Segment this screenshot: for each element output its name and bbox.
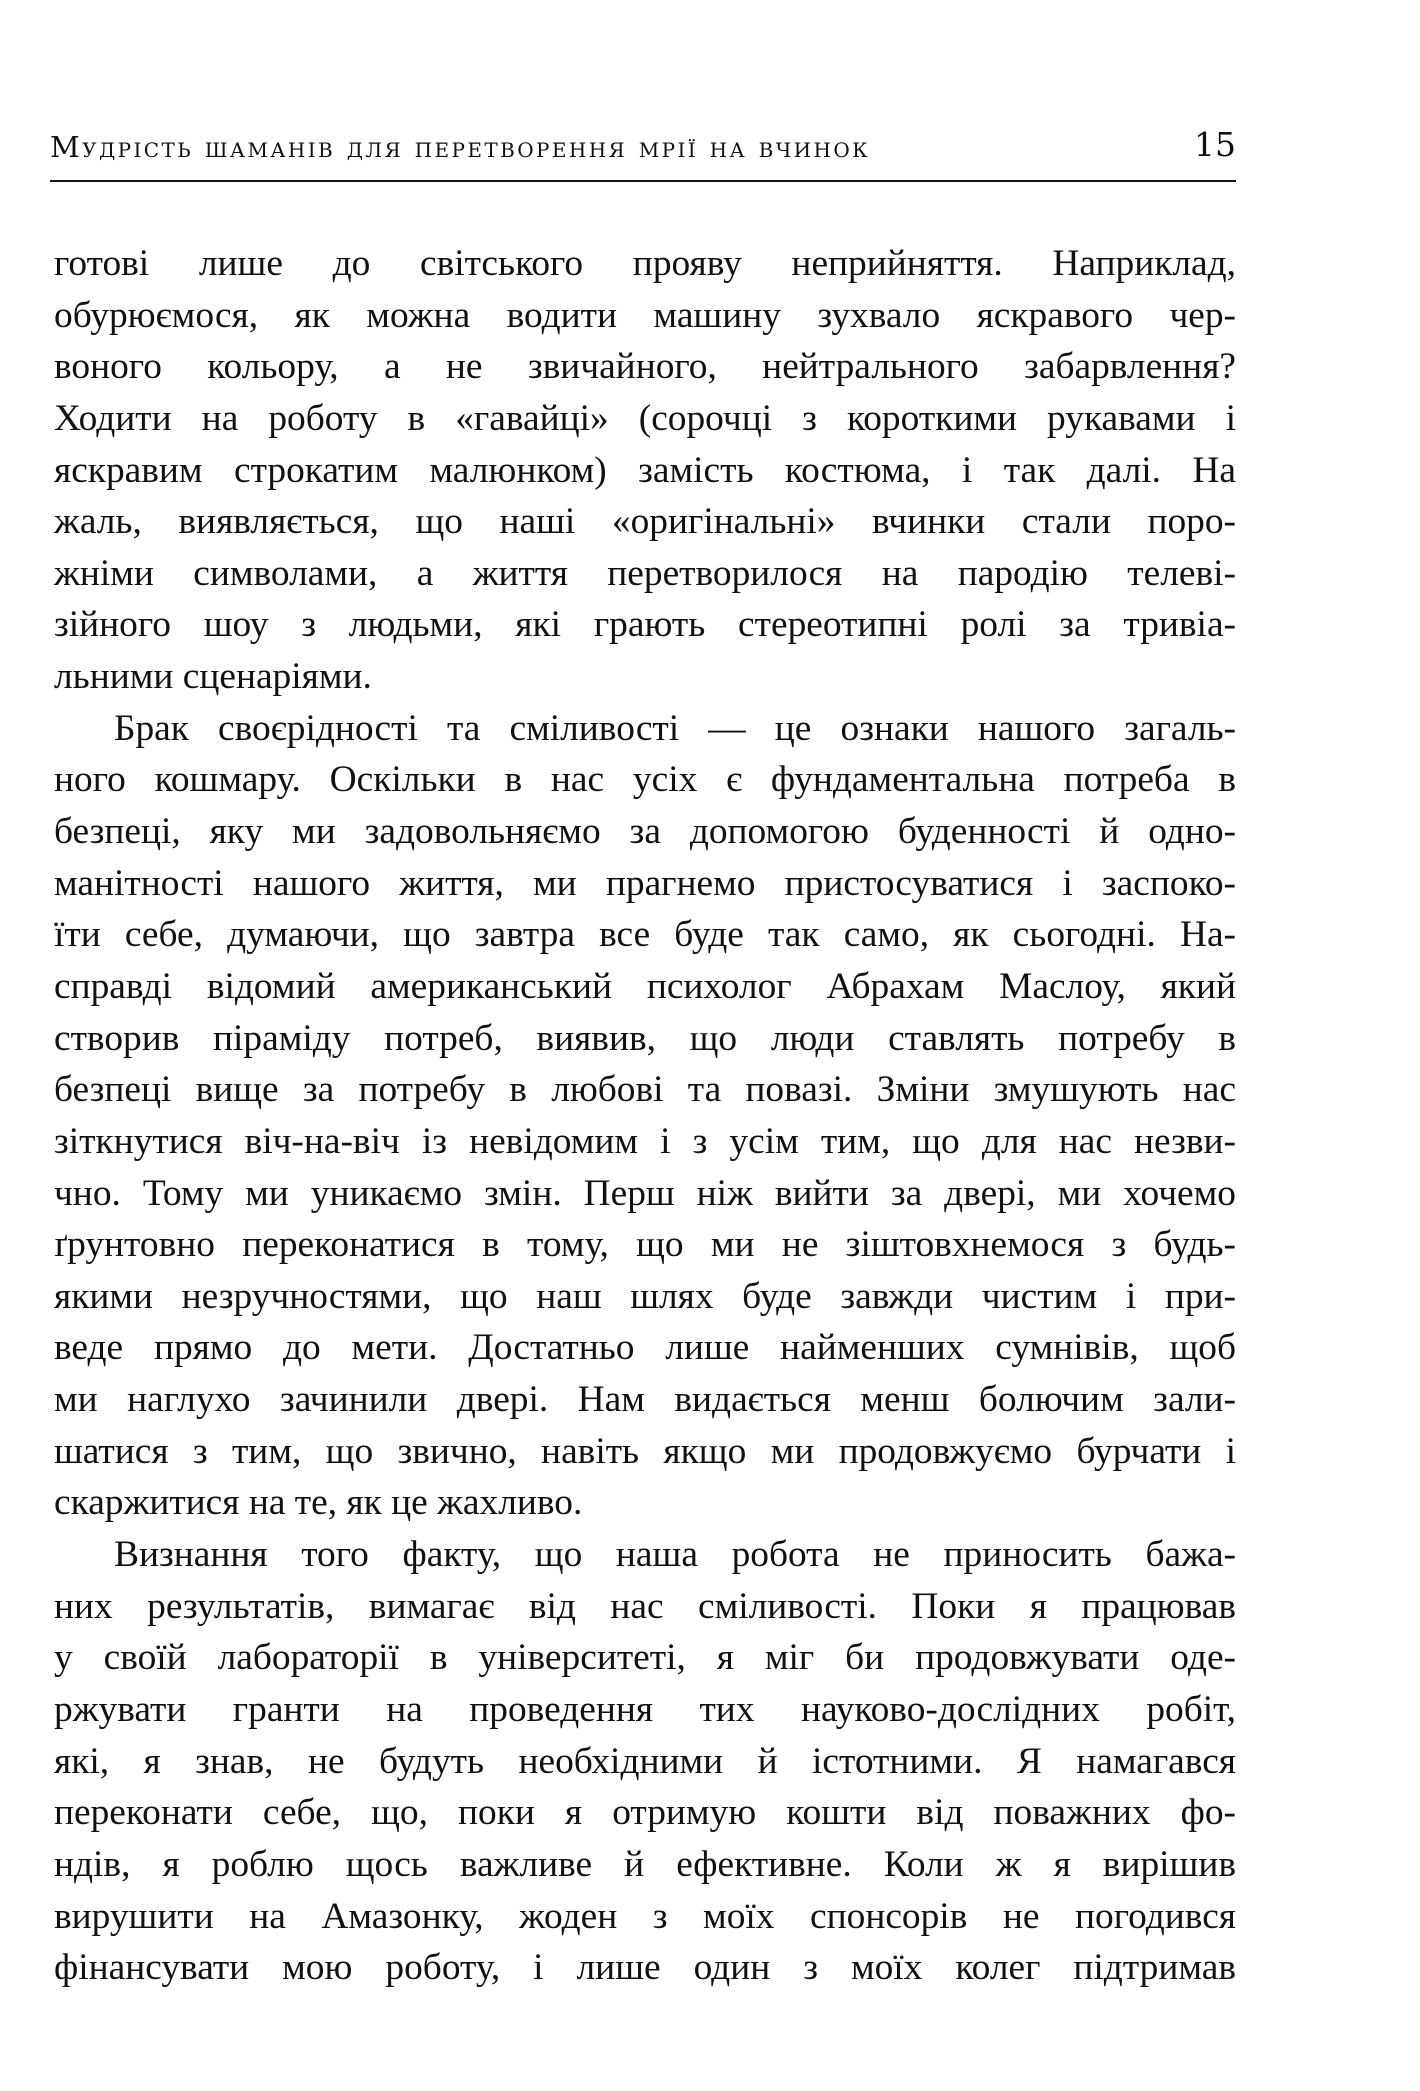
running-header [50,125,1236,172]
text-line: них результатів, вимагає від нас сміливості. Поки я працював [54,1585,1236,1627]
text-line: шатися з тим, що звично, навіть якщо ми продовжуємо бурчати і [54,1430,1236,1472]
text-line: їти себе, думаючи, що завтра все буде так само, як сьогодні. На- [54,914,1236,956]
text-line: готові лише до світського прояву неприйняття. Наприклад, [54,243,1236,284]
text-line: у своїй лабораторії в університеті, я міг би продовжувати оде- [54,1637,1236,1679]
text-line: зійного шоу з людьми, які грають стереотипні ролі за тривіа- [54,604,1236,646]
text-line: манітності нашого життя, ми прагнемо пристосуватися і заспоко- [54,862,1236,904]
text-line: фінансувати мою роботу, і лише один з моїх колег підтримав [54,1947,1236,1989]
text-line: створив піраміду потреб, виявив, що люди ставлять потребу в [54,1017,1236,1059]
text-line: зіткнутися віч-на-віч із невідомим і з усім тим, що для нас незви- [54,1120,1236,1162]
text-line: ндів, я роблю щось важливе й ефективне. Коли ж я вирішив [54,1843,1236,1885]
text-line: веде прямо до мети. Достатньо лише найменших сумнівів, щоб [54,1327,1236,1369]
text-line: воного кольору, а не звичайного, нейтрального забарвлення? [54,346,1236,388]
text-line: ного кошмару. Оскільки в нас усіх є фундаментальна потреба в [54,759,1236,801]
text-line: безпеці, яку ми задовольняємо за допомогою буденності й одно- [54,811,1236,853]
text-line: обурюємося, як можна водити машину зухвало яскравого чер- [54,294,1236,336]
text-line: справді відомий американський психолог Абрахам Маслоу, який [54,965,1236,1007]
text-line: безпеці вище за потребу в любові та повазі. Зміни змушують нас [54,1069,1236,1111]
text-line: льними сценаріями. [54,656,372,698]
text-line: ми наглухо зачинили двері. Нам видається менш болючим зали- [54,1379,1236,1421]
text-line: чно. Тому ми уникаємо змін. Перш ніж вийти за двері, ми хочемо [54,1172,1236,1214]
text-line: ржувати гранти на проведення тих науково-дослідних робіт, [54,1688,1236,1730]
text-line: переконати себе, що, поки я отримую кошти від поважних фо- [54,1792,1236,1834]
text-line: жаль, виявляється, що наші «оригінальні» вчинки стали поро- [54,501,1236,543]
text-line: Ходити на роботу в «гавайці» (сорочці з короткими рукавами і [54,397,1236,439]
text-line: ґрунтовно переконатися в тому, що ми не зіштовхнемося з будь- [54,1224,1236,1266]
text-line: які, я знав, не будуть необхідними й істотними. Я намагався [54,1740,1236,1782]
text-line: скаржитися на те, як це жахливо. [54,1482,583,1524]
header-rule [50,180,1236,182]
text-line: вирушити на Амазонку, жоден з моїх спонсорів не погодився [54,1895,1236,1937]
page-number: 15 [1194,125,1236,164]
paragraph-first-line: Визнання того факту, що наша робота не приносить бажа- [114,1534,1236,1576]
text-line: яскравим строкатим малюнком) замість костюма, і так далі. На [54,449,1236,491]
paragraph-first-line: Брак своєрідності та сміливості — це ознаки нашого загаль- [114,707,1236,749]
body-text [54,238,1236,1994]
text-line: жніми символами, а життя перетворилося на пародію телеві- [54,552,1236,594]
running-title: Мудрість шаманів для перетворення мрії на вчинок [50,130,870,164]
text-line: якими незручностями, що наш шлях буде завжди чистим і при- [54,1275,1236,1317]
